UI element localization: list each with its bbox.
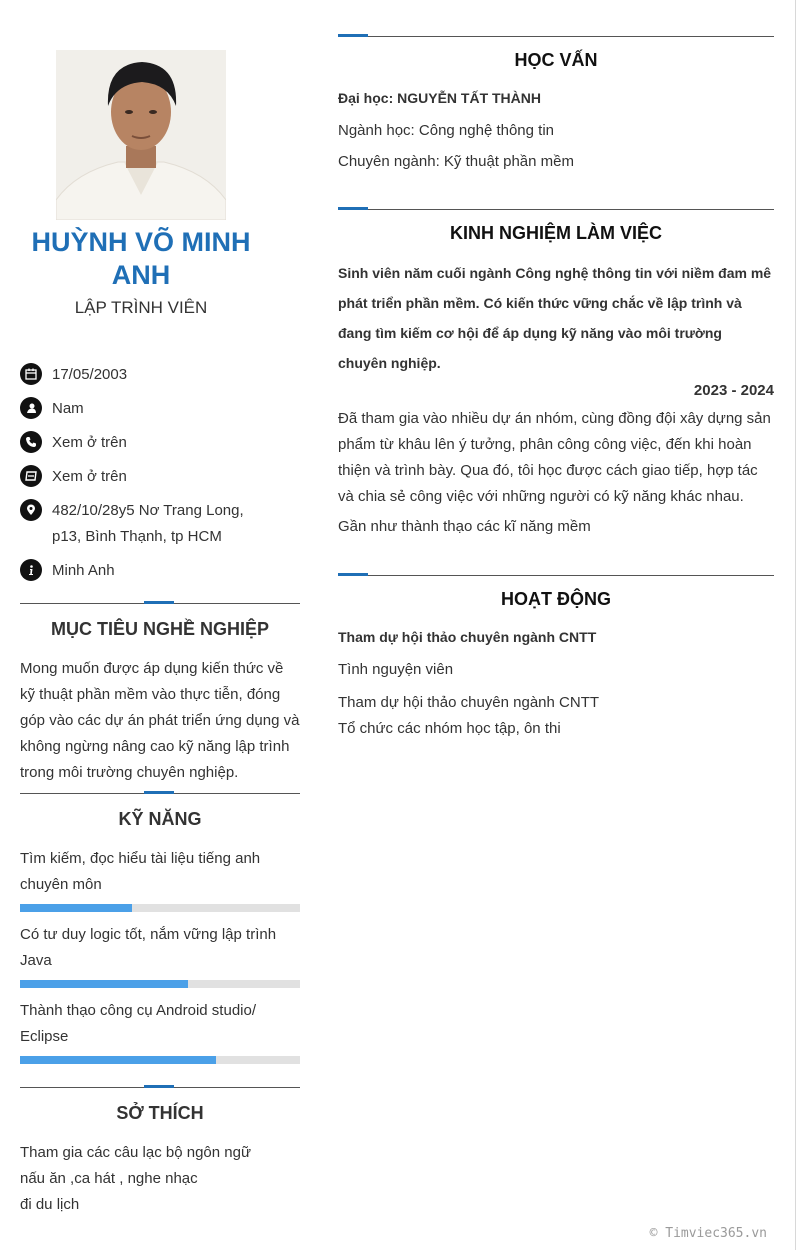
objective-section xyxy=(20,603,300,786)
section-divider xyxy=(338,36,774,37)
skill-bar-fill xyxy=(20,904,132,912)
section-heading: HỌC VẤN xyxy=(514,50,598,70)
skill-bar-fill xyxy=(20,1056,216,1064)
contact-phone xyxy=(20,430,300,456)
contact-value: 482/10/28y5 Nơ Trang Long, p13, Bình Thạnh, tp HCM xyxy=(52,502,244,545)
email-icon xyxy=(20,465,42,487)
activity-line: Tham dự hội thảo chuyên ngành CNTT xyxy=(338,694,600,711)
hobbies-list xyxy=(20,1140,300,1218)
section-heading: SỞ THÍCH xyxy=(116,1103,204,1123)
activity-title: Tham dự hội thảo chuyên ngành CNTT xyxy=(338,629,597,645)
person-icon xyxy=(20,397,42,419)
skill-item xyxy=(20,998,300,1064)
experience-note: Gần như thành thạo các kĩ năng mềm xyxy=(338,518,591,535)
experience-period: 2023 - 2024 xyxy=(693,382,774,399)
hobbies-section xyxy=(20,1087,300,1218)
experience-description: Đã tham gia vào nhiều dự án nhóm, cùng đồng đội xây dựng sản phẩm từ khâu lên ý tưởng, phân công công việc, đến khi hoàn thiện và trình bày. Qua đó, tôi học được cách giao tiếp, hợp tác và chia sẻ công việc với những người có kỹ năng khác nhau. xyxy=(338,410,771,505)
skill-item xyxy=(20,922,300,988)
education-section xyxy=(338,36,774,173)
skill-bar xyxy=(20,980,300,988)
skill-bar-fill xyxy=(20,980,188,988)
skills-list xyxy=(20,846,300,1064)
education-major: Ngành học: Công nghệ thông tin xyxy=(338,122,554,139)
contact-address xyxy=(20,498,300,550)
contact-value: Nam xyxy=(52,400,84,417)
skill-label: Có tư duy logic tốt, nắm vững lập trình Java xyxy=(20,926,277,969)
section-divider xyxy=(338,575,774,576)
contact-value: Xem ở trên xyxy=(52,434,127,451)
experience-summary: Sinh viên năm cuối ngành Công nghệ thông tin với niềm đam mê phát triển phần mềm. Có kiến thức vững chắc về lập trình và đang tìm kiếm cơ hội để áp dụng kỹ năng vào môi trường chuyên nghiệp. xyxy=(338,265,772,371)
activities-section xyxy=(338,575,774,742)
info-icon xyxy=(20,559,42,581)
contact-value: 17/05/2003 xyxy=(52,366,128,383)
calendar-icon xyxy=(20,363,42,385)
job-title: LẬP TRÌNH VIÊN xyxy=(74,298,208,317)
contact-value: Minh Anh xyxy=(52,562,115,579)
skill-label: Thành thạo công cụ Android studio/ Eclipse xyxy=(20,1002,257,1045)
section-divider xyxy=(338,209,774,210)
section-heading: KINH NGHIỆM LÀM VIỆC xyxy=(449,223,662,243)
contact-email xyxy=(20,464,300,490)
skill-label: Tìm kiếm, đọc hiểu tài liệu tiếng anh chuyên môn xyxy=(20,850,261,893)
education-specialization: Chuyên ngành: Kỹ thuật phần mềm xyxy=(338,153,574,170)
section-heading: KỸ NĂNG xyxy=(118,809,202,829)
hobby-item: đi du lịch xyxy=(20,1196,80,1213)
skill-bar xyxy=(20,904,300,912)
location-icon xyxy=(20,499,42,521)
skills-section xyxy=(20,793,300,1074)
section-divider xyxy=(20,1087,300,1088)
section-heading: HOẠT ĐỘNG xyxy=(501,589,611,609)
section-heading: MỤC TIÊU NGHỀ NGHIỆP xyxy=(50,619,269,639)
footer-credit: © Timviec365.vn xyxy=(649,1226,767,1241)
contact-gender xyxy=(20,396,300,422)
contact-value: Xem ở trên xyxy=(52,468,127,485)
contact-list xyxy=(20,362,300,592)
education-school: Đại học: NGUYỄN TẤT THÀNH xyxy=(338,90,541,106)
avatar xyxy=(56,50,226,220)
objective-text: Mong muốn được áp dụng kiến thức về kỹ thuật phần mềm vào thực tiễn, đóng góp vào các dự án phát triển ứng dụng và không ngừng nâng cao kỹ năng lập trình trong môi trường chuyên nghiệp. xyxy=(20,660,300,781)
contact-nickname xyxy=(20,558,300,584)
experience-section xyxy=(338,209,774,538)
hobby-item: nấu ăn ,ca hát , nghe nhạc xyxy=(20,1170,198,1187)
section-divider xyxy=(20,603,300,604)
skill-item xyxy=(20,846,300,912)
full-name: HUỲNH VÕ MINH ANH xyxy=(31,227,251,290)
hobby-item: Tham gia các câu lạc bộ ngôn ngữ xyxy=(20,1144,252,1161)
section-divider xyxy=(20,793,300,794)
activity-role: Tình nguyện viên xyxy=(338,661,454,678)
skill-bar xyxy=(20,1056,300,1064)
phone-icon xyxy=(20,431,42,453)
activity-line: Tổ chức các nhóm học tập, ôn thi xyxy=(338,720,561,737)
contact-birthday xyxy=(20,362,300,388)
